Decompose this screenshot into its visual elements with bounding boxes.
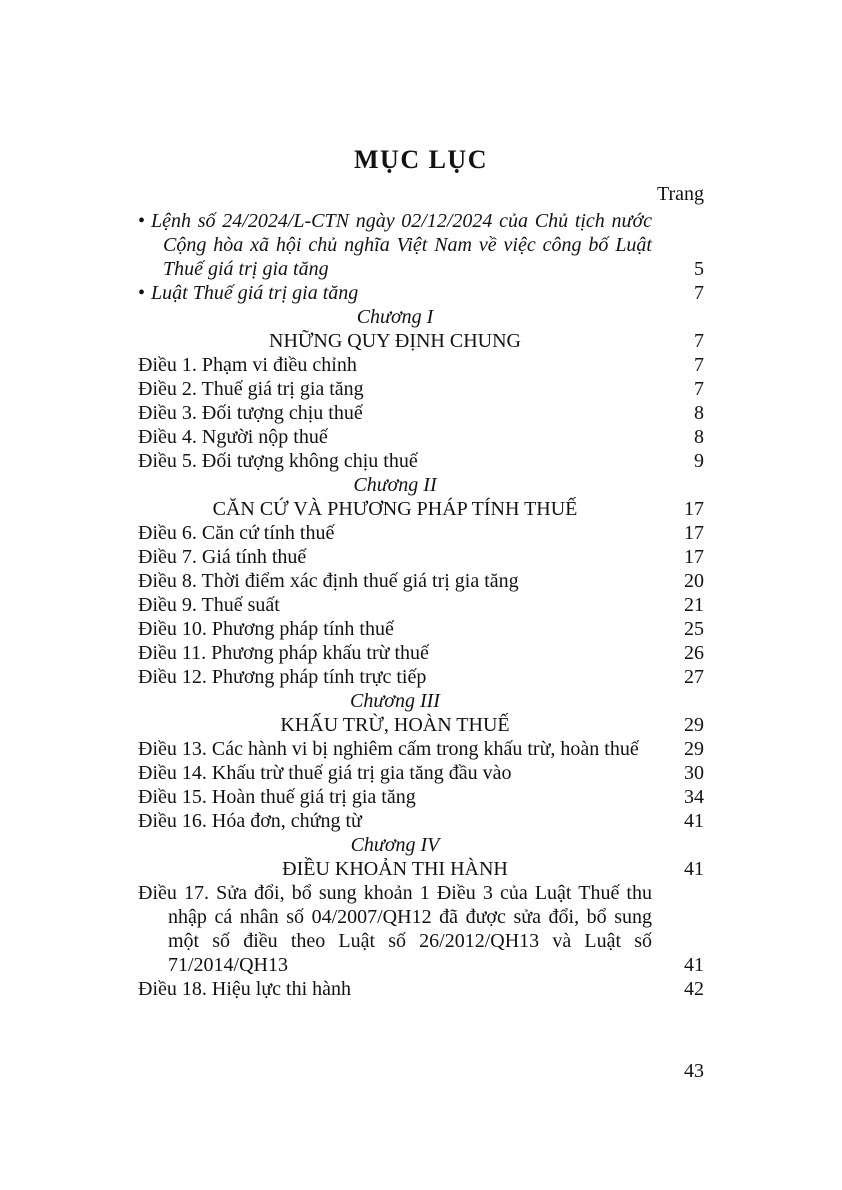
entry-text: Điều 13. Các hành vi bị nghiêm cấm trong khấu trừ, hoàn thuế bbox=[138, 738, 639, 760]
bullet-icon: • bbox=[138, 282, 146, 304]
toc-entry bbox=[138, 737, 704, 761]
toc-chapter bbox=[138, 689, 704, 713]
entry-text: Điều 7. Giá tính thuế bbox=[138, 546, 307, 568]
entry-text: KHẤU TRỪ, HOÀN THUẾ bbox=[280, 714, 510, 736]
entry-page-number: 29 bbox=[684, 714, 704, 736]
toc-entry bbox=[138, 449, 704, 473]
entry-page-number: 25 bbox=[684, 618, 704, 640]
page-title: MỤC LỤC bbox=[354, 145, 488, 174]
page-column-header: Trang bbox=[656, 183, 704, 205]
entry-text: Điều 14. Khấu trừ thuế giá trị gia tăng đầu vào bbox=[138, 762, 512, 784]
entry-page-number: 20 bbox=[684, 570, 704, 592]
entry-page-number: 9 bbox=[694, 450, 704, 472]
entry-text: Điều 17. Sửa đổi, bổ sung khoản 1 Điều 3 của Luật Thuế thu nhập cá nhân số 04/2007/QH12 đã được sửa đổi, bổ sung một số điều theo Luật số 26/2012/QH13 và Luật số 71/2014/QH13 bbox=[138, 882, 652, 976]
toc-content bbox=[138, 145, 704, 1001]
entry-text: Điều 8. Thời điểm xác định thuế giá trị gia tăng bbox=[138, 570, 519, 592]
entry-text: Điều 18. Hiệu lực thi hành bbox=[138, 978, 352, 1000]
entry-text: Điều 3. Đối tượng chịu thuế bbox=[138, 402, 363, 424]
entry-text: ĐIỀU KHOẢN THI HÀNH bbox=[282, 858, 508, 880]
entry-text: Điều 10. Phương pháp tính thuế bbox=[138, 618, 394, 640]
entry-page-number: 8 bbox=[694, 426, 704, 448]
toc-entry bbox=[138, 761, 704, 785]
toc-entry bbox=[138, 401, 704, 425]
toc-entry bbox=[138, 617, 704, 641]
entry-page-number: 42 bbox=[684, 978, 704, 1000]
entry-text: Điều 15. Hoàn thuế giá trị gia tăng bbox=[138, 786, 416, 808]
entry-page-number: 29 bbox=[684, 738, 704, 760]
entry-page-number: 7 bbox=[694, 330, 704, 352]
toc-chapter-title bbox=[138, 329, 704, 353]
entry-page-number: 17 bbox=[684, 498, 704, 520]
entry-page-number: 34 bbox=[684, 786, 704, 808]
toc-entry bbox=[138, 641, 704, 665]
entry-page-number: 7 bbox=[694, 282, 704, 304]
entry-page-number: 26 bbox=[684, 642, 704, 664]
entry-page-number: 27 bbox=[684, 666, 704, 688]
entry-text: Chương IV bbox=[350, 834, 440, 856]
toc-chapter bbox=[138, 473, 704, 497]
entry-page-number: 8 bbox=[694, 402, 704, 424]
entry-page-number: 7 bbox=[694, 354, 704, 376]
toc-entry bbox=[138, 593, 704, 617]
entry-text: NHỮNG QUY ĐỊNH CHUNG bbox=[269, 330, 521, 352]
toc-entry bbox=[138, 353, 704, 377]
toc-chapter-title bbox=[138, 857, 704, 881]
toc-bullet bbox=[138, 209, 704, 281]
entry-text: Điều 6. Căn cứ tính thuế bbox=[138, 522, 335, 544]
entry-text: Điều 1. Phạm vi điều chỉnh bbox=[138, 354, 357, 376]
entry-page-number: 7 bbox=[694, 378, 704, 400]
toc-chapter bbox=[138, 833, 704, 857]
toc-entry bbox=[138, 521, 704, 545]
entry-text: CĂN CỨ VÀ PHƯƠNG PHÁP TÍNH THUẾ bbox=[212, 498, 578, 520]
entry-text: Điều 5. Đối tượng không chịu thuế bbox=[138, 450, 418, 472]
page-number: 43 bbox=[684, 1060, 704, 1082]
entry-text: Chương II bbox=[353, 474, 437, 496]
entry-text: Điều 12. Phương pháp tính trực tiếp bbox=[138, 666, 427, 688]
entry-page-number: 17 bbox=[684, 522, 704, 544]
toc-chapter bbox=[138, 305, 704, 329]
bullet-icon: • bbox=[138, 210, 146, 232]
toc-entry bbox=[138, 977, 704, 1001]
toc-entry bbox=[138, 377, 704, 401]
entry-page-number: 21 bbox=[684, 594, 704, 616]
entry-page-number: 17 bbox=[684, 546, 704, 568]
entry-page-number: 41 bbox=[684, 810, 704, 832]
entry-text: • Luật Thuế giá trị gia tăng bbox=[138, 282, 359, 304]
entry-text: Điều 9. Thuế suất bbox=[138, 594, 280, 616]
toc-list bbox=[138, 209, 704, 1001]
toc-entry bbox=[138, 809, 704, 833]
toc-entry bbox=[138, 785, 704, 809]
toc-entry bbox=[138, 665, 704, 689]
entry-page-number: 41 bbox=[684, 954, 704, 976]
entry-page-number: 5 bbox=[694, 258, 704, 280]
entry-text: Điều 2. Thuế giá trị gia tăng bbox=[138, 378, 364, 400]
toc-chapter-title bbox=[138, 713, 704, 737]
toc-entry bbox=[138, 425, 704, 449]
entry-page-number: 30 bbox=[684, 762, 704, 784]
toc-entry bbox=[138, 569, 704, 593]
entry-page-number: 41 bbox=[684, 858, 704, 880]
toc-entry bbox=[138, 545, 704, 569]
entry-text: Chương III bbox=[350, 690, 440, 712]
entry-text: • Lệnh số 24/2024/L-CTN ngày 02/12/2024 của Chủ tịch nước Cộng hòa xã hội chủ nghĩa Việt Nam về việc công bố Luật Thuế giá trị gia tăng bbox=[138, 210, 652, 280]
toc-bullet bbox=[138, 281, 704, 305]
entry-text: Điều 11. Phương pháp khấu trừ thuế bbox=[138, 642, 429, 664]
toc-chapter-title bbox=[138, 497, 704, 521]
toc-entry bbox=[138, 881, 704, 977]
entry-text: Chương I bbox=[356, 306, 434, 328]
entry-text: Điều 16. Hóa đơn, chứng từ bbox=[138, 810, 362, 832]
entry-text: Điều 4. Người nộp thuế bbox=[138, 426, 328, 448]
